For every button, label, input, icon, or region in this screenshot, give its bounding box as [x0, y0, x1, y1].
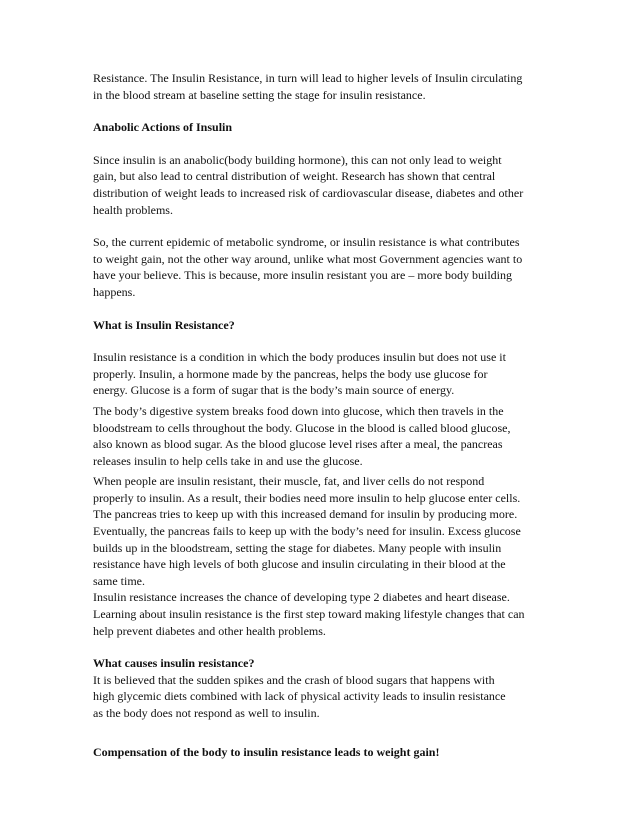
heading-what-causes: What causes insulin resistance?: [93, 656, 255, 671]
what-is-paragraph-2: [93, 403, 553, 469]
text-line: as the body does not respond as well to insulin.: [93, 706, 320, 720]
text-line: The pancreas tries to keep up with this increased demand for insulin by producing more.: [93, 507, 518, 522]
text-line: So, the current epidemic of metabolic syndrome, or insulin resistance is what contributes: [93, 235, 520, 250]
text-line: Eventually, the pancreas fails to keep up with the body’s need for insulin. Excess glucose: [93, 524, 521, 539]
text-line: properly. Insulin, a hormone made by the pancreas, helps the body use glucose for: [93, 366, 488, 381]
text-line: Resistance. The Insulin Resistance, in turn will lead to higher levels of Insulin circulating: [93, 71, 523, 85]
text-line: Since insulin is an anabolic(body building hormone), this can not only lead to weight: [93, 152, 502, 167]
text-line: high glycemic diets combined with lack of physical activity leads to insulin resistance: [93, 689, 506, 704]
document-page: [93, 70, 553, 760]
text-line: Insulin resistance increases the chance of developing type 2 diabetes and heart disease.: [93, 590, 510, 605]
text-line: also known as blood sugar. As the blood glucose level rises after a meal, the pancreas: [93, 437, 503, 452]
text-line: gain, but also lead to central distribution of weight. Research has shown that central: [93, 169, 496, 184]
text-line: help prevent diabetes and other health problems.: [93, 623, 326, 638]
text-line: It is believed that the sudden spikes and the crash of blood sugars that happens with: [93, 672, 495, 687]
text-line: When people are insulin resistant, their muscle, fat, and liver cells do not respond: [93, 474, 485, 489]
text-line: to weight gain, not the other way around, unlike what most Government agencies want to: [93, 251, 523, 266]
text-line: energy. Glucose is a form of sugar that is the body’s main source of energy.: [93, 383, 455, 398]
text-line: resistance have high levels of both glucose and insulin circulating in their blood at the: [93, 557, 506, 572]
anabolic-paragraph-1: [93, 152, 553, 218]
text-line: happens.: [93, 284, 136, 299]
intro-paragraph: [93, 70, 553, 103]
text-line: properly to insulin. As a result, their bodies need more insulin to help glucose enter cells.: [93, 490, 521, 505]
what-is-paragraph-3: [93, 473, 553, 639]
text-line: health problems.: [93, 202, 173, 217]
text-line: releases insulin to help cells take in and use the glucose.: [93, 453, 363, 468]
heading-anabolic-actions: Anabolic Actions of Insulin: [93, 120, 233, 135]
heading-what-is-insulin-resistance: What is Insulin Resistance?: [93, 317, 235, 332]
heading-compensation: Compensation of the body to insulin resistance leads to weight gain!: [93, 744, 440, 759]
text-line: Insulin resistance is a condition in which the body produces insulin but does not use it: [93, 350, 506, 365]
anabolic-paragraph-2: [93, 234, 553, 300]
text-line: bloodstream to cells throughout the body. Glucose in the blood is called blood glucose,: [93, 420, 511, 435]
text-line: same time.: [93, 573, 145, 588]
text-line: have your believe. This is because, more insulin resistant you are – more body building: [93, 268, 513, 283]
text-line: in the blood stream at baseline setting the stage for insulin resistance.: [93, 87, 426, 102]
text-line: Learning about insulin resistance is the first step toward making lifestyle changes that can: [93, 607, 525, 622]
text-line: distribution of weight leads to increased risk of cardiovascular disease, diabetes and other: [93, 185, 524, 200]
what-is-paragraph-1: [93, 349, 553, 399]
text-line: builds up in the bloodstream, setting the stage for diabetes. Many people with insulin: [93, 540, 502, 555]
text-line: The body’s digestive system breaks food down into glucose, which then travels in the: [93, 403, 504, 418]
causes-paragraph: [93, 672, 553, 722]
